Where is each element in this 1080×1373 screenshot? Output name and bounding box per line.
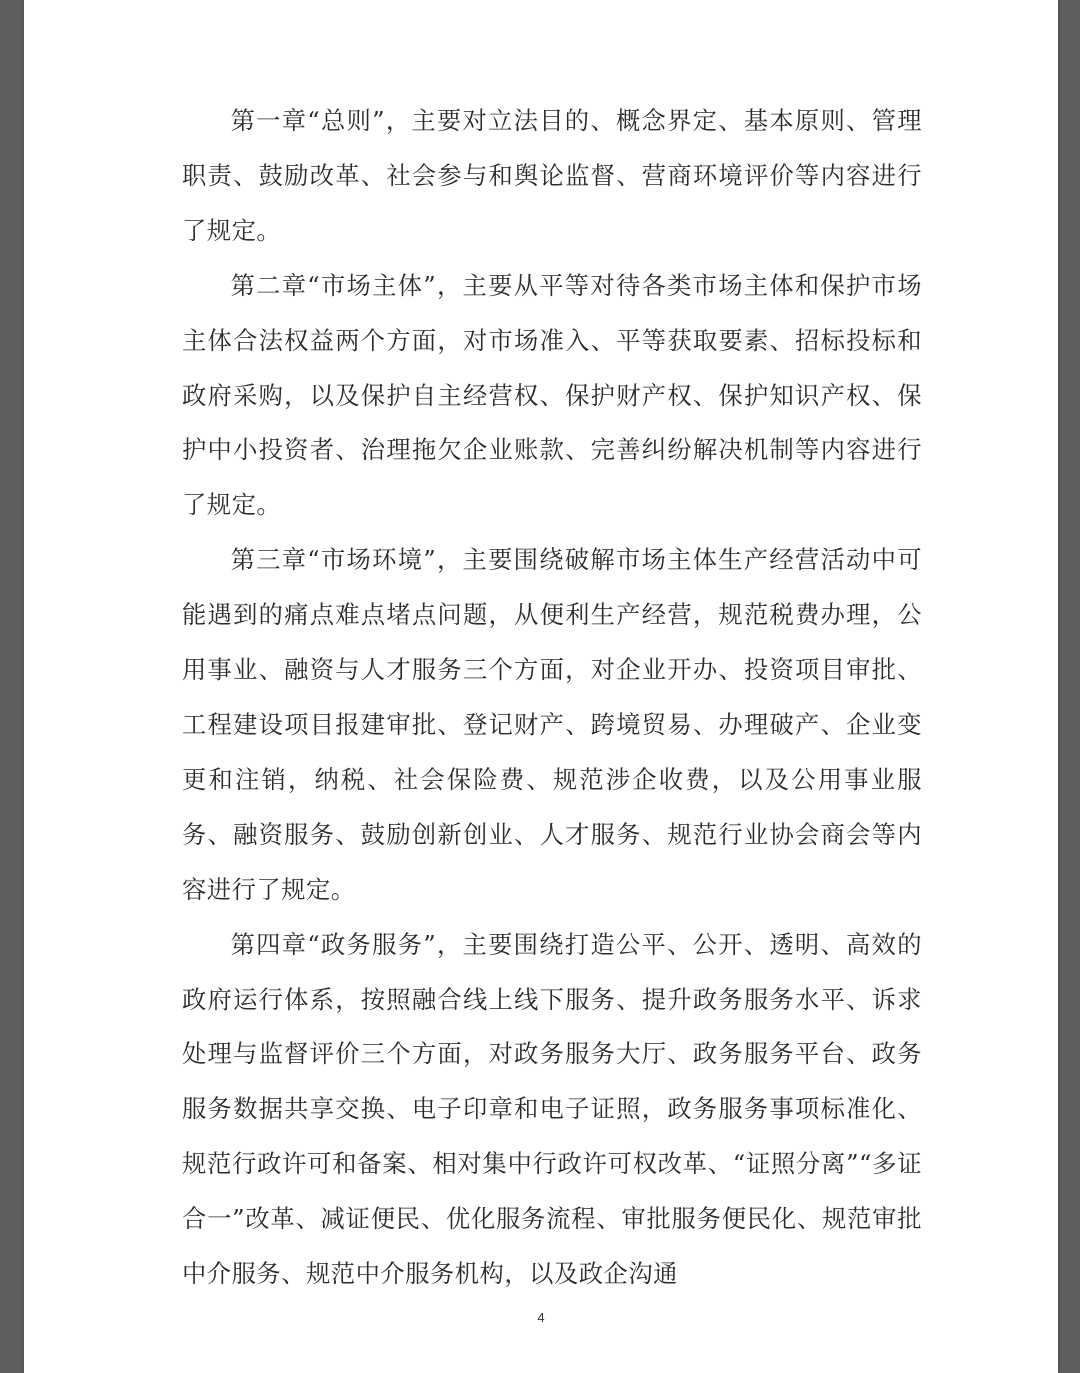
paragraph-chapter-2: 第二章“市场主体”，主要从平等对待各类市场主体和保护市场主体合法权益两个方面，对市场准入、平等获取要素、招标投标和政府采购，以及保护自主经营权、保护财产权、保护知识产权、保护中小投资者、治理拖欠企业账款、完善纠纷解决机制等内容进行了规定。 [182,270,922,520]
page-number: 4 [537,1310,545,1325]
paragraph-chapter-4: 第四章“政务服务”，主要围绕打造公平、公开、透明、高效的政府运行体系，按照融合线上线下服务、提升政务服务水平、诉求处理与监督评价三个方面，对政务服务大厅、政务服务平台、政务服务数据共享交换、电子印章和电子证照，政务服务事项标准化、规范行政许可和备案、相对集中行政许可权改革、“证照分离”“多证合一”改革、减证便民、优化服务流程、审批服务便民化、规范审批中介服务、规范中介服务机构，以及政企沟通 [182,929,922,1289]
page-content [182,94,922,1302]
paragraph-chapter-3: 第三章“市场环境”，主要围绕破解市场主体生产经营活动中可能遇到的痛点难点堵点问题，从便利生产经营，规范税费办理，公用事业、融资与人才服务三个方面，对企业开办、投资项目审批、工程建设项目报建审批、登记财产、跨境贸易、办理破产、企业变更和注销，纳税、社会保险费、规范涉企收费，以及公用事业服务、融资服务、鼓励创新创业、人才服务、规范行业协会商会等内容进行了规定。 [182,545,922,904]
paragraph-chapter-1: 第一章“总则”，主要对立法目的、概念界定、基本原则、管理职责、鼓励改革、社会参与和舆论监督、营商环境评价等内容进行了规定。 [182,106,922,245]
document-page [24,0,1058,1373]
